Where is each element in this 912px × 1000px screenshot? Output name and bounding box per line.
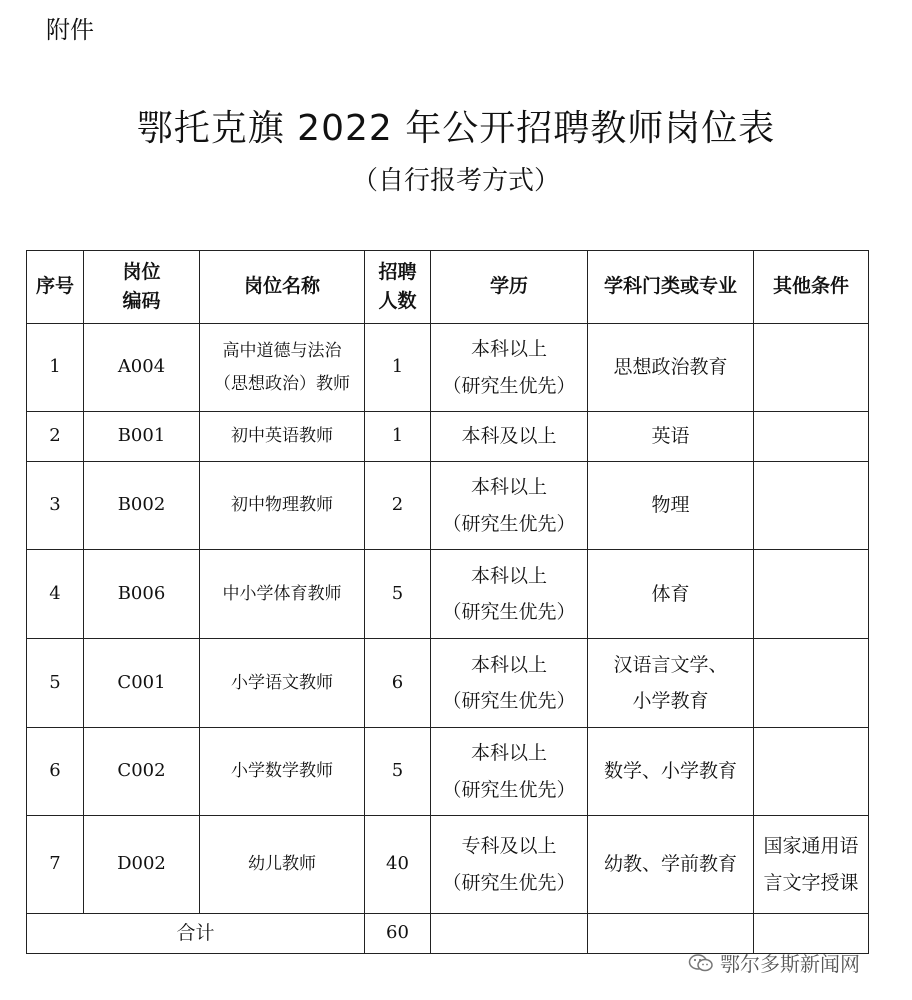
cell-count: 1	[365, 324, 431, 412]
cell-code: D002	[84, 816, 200, 914]
cell-count: 40	[365, 816, 431, 914]
table-row	[27, 728, 869, 816]
cell-count: 2	[365, 462, 431, 550]
page-subtitle: （自行报考方式）	[351, 166, 560, 196]
cell-other	[754, 639, 869, 728]
cell-seq: 1	[27, 324, 84, 412]
table-row	[27, 550, 869, 639]
cell-name: 中小学体育教师	[200, 550, 365, 639]
header-major: 学科门类或专业	[588, 251, 754, 324]
cell-seq: 5	[27, 639, 84, 728]
cell-count: 5	[365, 728, 431, 816]
header-other: 其他条件	[754, 251, 869, 324]
total-empty	[431, 914, 588, 954]
cell-seq: 3	[27, 462, 84, 550]
cell-name: 幼儿教师	[200, 816, 365, 914]
cell-education: 本科以上 （研究生优先）	[431, 462, 588, 550]
cell-name: 初中英语教师	[200, 412, 365, 462]
attachment-label: 附件	[46, 16, 94, 44]
cell-education: 本科以上 （研究生优先）	[431, 324, 588, 412]
cell-education: 本科以上 （研究生优先）	[431, 728, 588, 816]
cell-education: 本科以上 （研究生优先）	[431, 550, 588, 639]
wechat-icon	[688, 953, 714, 973]
header-education: 学历	[431, 251, 588, 324]
cell-other	[754, 324, 869, 412]
cell-major: 体育	[588, 550, 754, 639]
table-row	[27, 324, 869, 412]
cell-code: B006	[84, 550, 200, 639]
table-row	[27, 412, 869, 462]
cell-name: 小学语文教师	[200, 639, 365, 728]
header-code: 岗位 编码	[84, 251, 200, 324]
cell-other	[754, 550, 869, 639]
total-label: 合计	[27, 914, 365, 954]
cell-education: 本科及以上	[431, 412, 588, 462]
header-seq: 序号	[27, 251, 84, 324]
cell-seq: 6	[27, 728, 84, 816]
table-row	[27, 462, 869, 550]
cell-other	[754, 412, 869, 462]
cell-other	[754, 462, 869, 550]
cell-major: 物理	[588, 462, 754, 550]
cell-code: C001	[84, 639, 200, 728]
cell-code: C002	[84, 728, 200, 816]
cell-seq: 7	[27, 816, 84, 914]
cell-name: 小学数学教师	[200, 728, 365, 816]
positions-table	[26, 250, 869, 954]
cell-name: 初中物理教师	[200, 462, 365, 550]
header-count: 招聘 人数	[365, 251, 431, 324]
cell-major: 幼教、学前教育	[588, 816, 754, 914]
cell-education: 专科及以上 （研究生优先）	[431, 816, 588, 914]
cell-other	[754, 728, 869, 816]
cell-count: 6	[365, 639, 431, 728]
cell-major: 思想政治教育	[588, 324, 754, 412]
cell-major: 数学、小学教育	[588, 728, 754, 816]
cell-seq: 2	[27, 412, 84, 462]
cell-code: A004	[84, 324, 200, 412]
watermark	[688, 948, 860, 977]
cell-education: 本科以上 （研究生优先）	[431, 639, 588, 728]
cell-count: 1	[365, 412, 431, 462]
cell-seq: 4	[27, 550, 84, 639]
page-title: 鄂托克旗 2022 年公开招聘教师岗位表	[136, 108, 776, 149]
table-row	[27, 639, 869, 728]
cell-name: 高中道德与法治 （思想政治）教师	[200, 324, 365, 412]
watermark-text: 鄂尔多斯新闻网	[720, 952, 860, 976]
cell-major: 英语	[588, 412, 754, 462]
cell-count: 5	[365, 550, 431, 639]
table-header-row	[27, 251, 869, 324]
header-name: 岗位名称	[200, 251, 365, 324]
table-row	[27, 816, 869, 914]
total-count: 60	[365, 914, 431, 954]
cell-code: B002	[84, 462, 200, 550]
cell-other: 国家通用语 言文字授课	[754, 816, 869, 914]
cell-major: 汉语言文学、 小学教育	[588, 639, 754, 728]
cell-code: B001	[84, 412, 200, 462]
